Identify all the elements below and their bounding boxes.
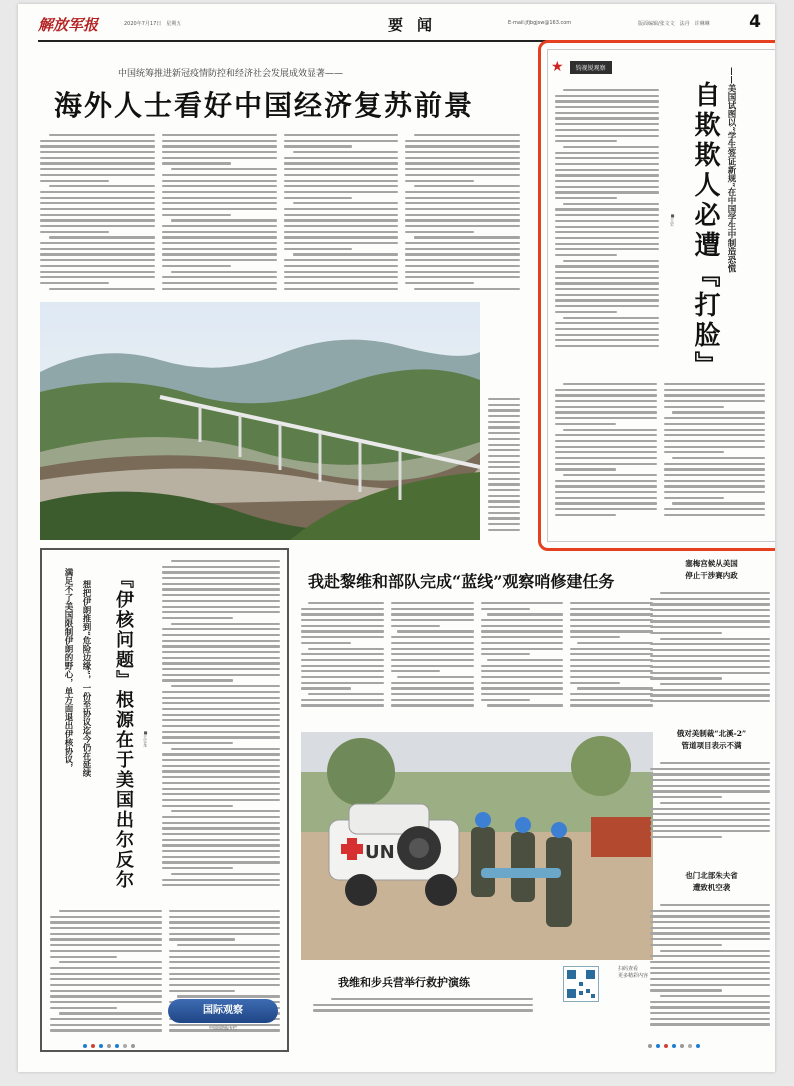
email-address: E-mail:jfjbgjsw@163.com [508, 20, 572, 26]
text-column [650, 762, 770, 838]
text-column [301, 602, 384, 707]
logo-text: 国际观察 [203, 1005, 243, 1016]
svg-text:UN: UN [365, 842, 395, 863]
international-observation-logo [168, 999, 278, 1030]
text-column [650, 904, 770, 1026]
commentary-subtitle: ——美国试图以“学生签证新规”在中国学生中制造恐慌 [726, 67, 736, 273]
text-column [50, 910, 162, 1032]
iran-article-title[interactable]: 『伊核问题』根源在于美国出尔反尔 [113, 570, 134, 890]
logo-subtext: 中国国防报专栏 [209, 1025, 237, 1030]
masthead: 解放军报 [38, 16, 99, 34]
commentary-body-bottom [555, 383, 765, 516]
news-briefs-column [648, 548, 775, 1048]
text-column [284, 134, 399, 290]
text-column [162, 560, 280, 886]
brief-body-3 [650, 904, 770, 1026]
text-column [481, 602, 564, 707]
peacekeeping-body [301, 602, 653, 707]
lead-kicker: 中国统筹推进新冠疫情防控和经济社会发展成效显著—— [118, 69, 344, 79]
text-column [650, 592, 770, 702]
brief-body-1 [650, 592, 770, 702]
lead-article-body [40, 134, 520, 290]
text-column [313, 998, 533, 1012]
text-column [664, 383, 766, 516]
bridge-photo[interactable] [40, 302, 480, 540]
text-column [391, 602, 474, 707]
photo-caption [488, 398, 520, 531]
iran-subtitle-2: 想把伊朗推到“危险边缘”，一份至协议迄今仍在延续 [81, 580, 91, 777]
issue-date: 2020年7月17日 星期五 [124, 21, 182, 27]
newspaper-page [18, 4, 775, 1072]
text-column [162, 134, 277, 290]
commentary-highlight-box[interactable] [538, 40, 775, 551]
section-title: 要闻 [388, 16, 447, 34]
text-column [555, 383, 657, 516]
text-column [40, 134, 155, 290]
text-column [555, 89, 659, 347]
page-header [38, 14, 763, 42]
peacekeeping-headline[interactable]: 我赴黎维和部队完成“蓝线”观察哨修建任务 [308, 572, 615, 591]
text-column [570, 602, 653, 707]
commentary-title[interactable]: 自欺欺人必遭『打脸』 [690, 81, 720, 381]
iran-nuclear-box [40, 548, 289, 1052]
column-badge [551, 59, 612, 75]
iran-author: ■王宝龙 [143, 730, 148, 747]
star-icon: ★ [551, 59, 564, 75]
qr-caption: 扫码查看 更多精彩内容 [618, 966, 649, 979]
photo-caption-title: 我维和步兵营举行救护演练 [338, 976, 470, 989]
brief-body-2 [650, 762, 770, 838]
column-label: 钧视锐观察 [570, 61, 612, 74]
lead-headline[interactable]: 海外人士看好中国经济复苏前景 [54, 89, 475, 122]
brief-title-3[interactable]: 也门北部朱夫省 遭致机空袭 [685, 871, 738, 892]
page-dots-right [648, 1044, 700, 1048]
iran-subtitle-1: 满足不了美国限制伊朗的野心，单方面退出伊核协议， [63, 568, 73, 772]
commentary-author: ■王史 [670, 213, 675, 226]
page-number: 4 [749, 12, 761, 32]
brief-title-1[interactable]: 塞梅宫候从美国 停止干涉赛内政 [685, 559, 738, 580]
brief-title-2[interactable]: 俄对美制裁“北溪-2” 管道项目表示不满 [676, 729, 747, 750]
commentary-body-top [555, 89, 659, 347]
text-column [405, 134, 520, 290]
photo-caption-body [313, 998, 533, 1012]
editors-line: 版面编辑/张文文 法丹 许琳琳 [638, 21, 710, 27]
page-dots-left [83, 1044, 135, 1048]
qr-code-icon[interactable] [563, 966, 599, 1002]
peacekeeper-photo[interactable] [301, 732, 653, 960]
iran-body-top [162, 560, 280, 886]
